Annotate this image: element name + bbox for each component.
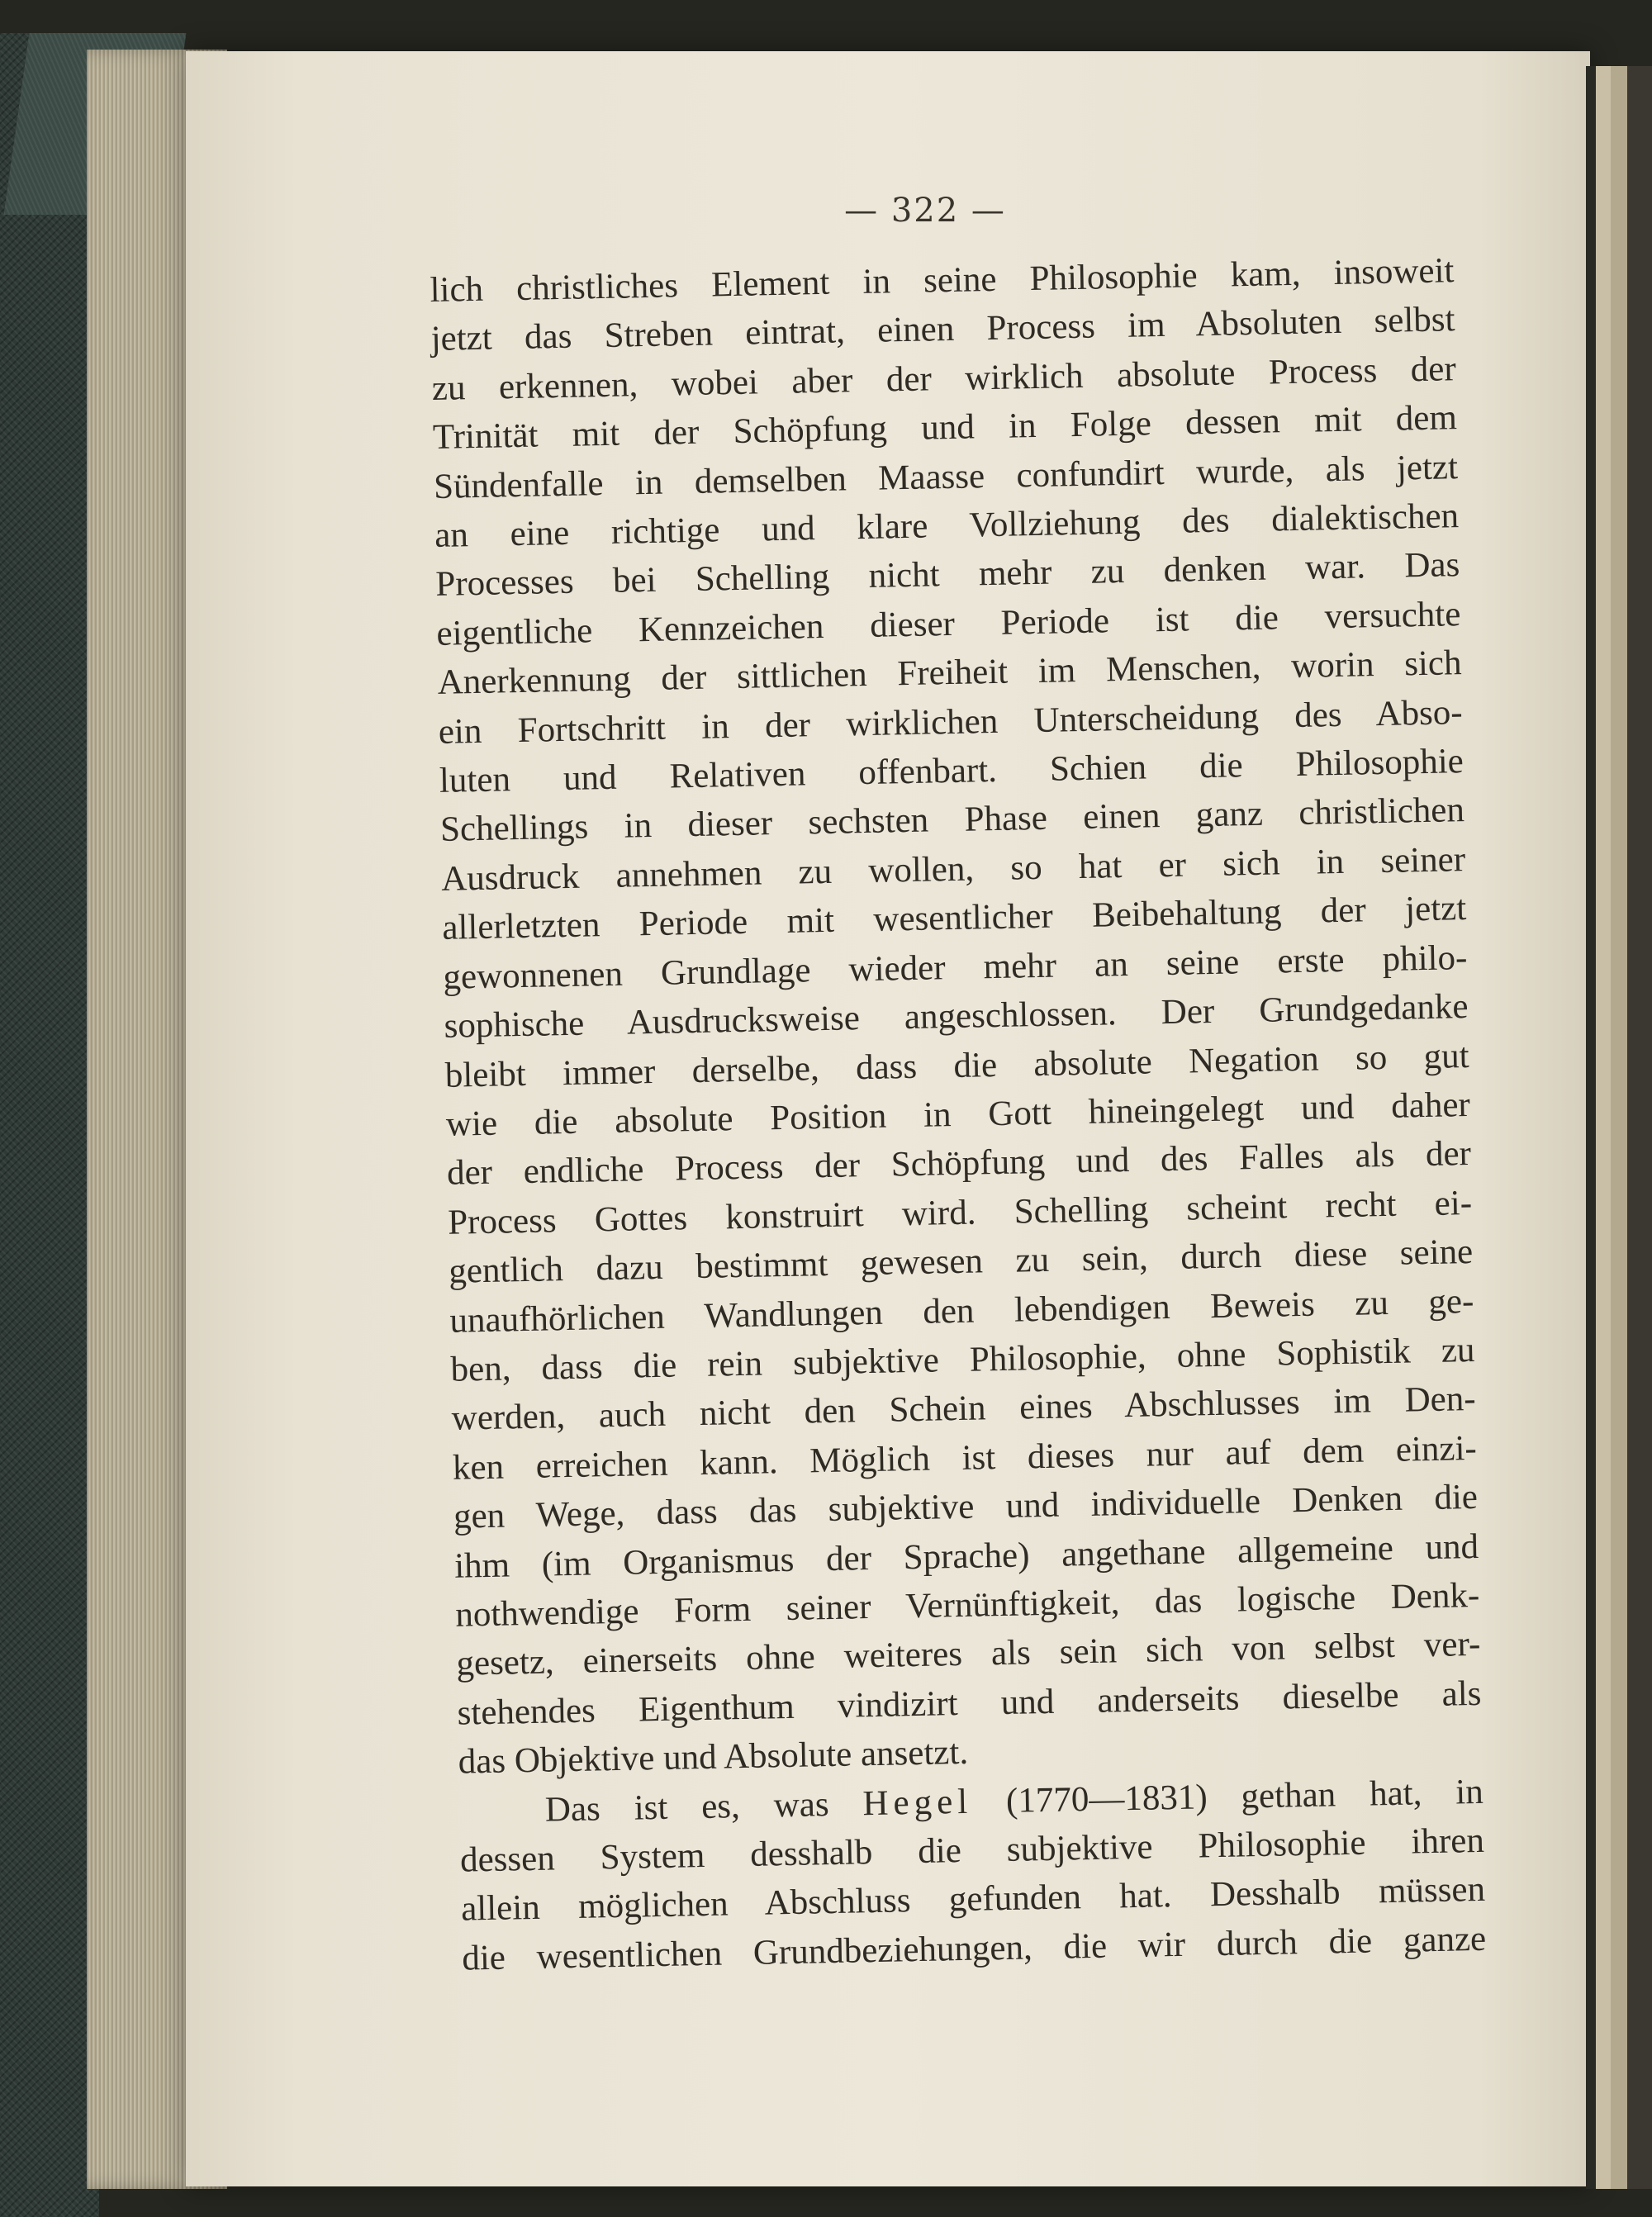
- text-line: bleibt immer derselbe, dass die absolute Negation so gut: [444, 1036, 1470, 1095]
- text-line: Schellings in dieser sechsten Phase einen ganz christlichen: [439, 790, 1465, 850]
- page-body: [430, 246, 1487, 1983]
- text-line: unaufhörlichen Wandlungen den lebendigen Beweis zu ge-: [449, 1281, 1474, 1341]
- text-line: zu erkennen, wobei aber der wirklich absolute Process der: [431, 349, 1457, 408]
- text-line: Processes bei Schelling nicht mehr zu denken war. Das: [434, 545, 1460, 605]
- text-line: sophische Ausdrucksweise angeschlossen. Der Grundgedanke: [444, 987, 1469, 1046]
- page-number: — 322 —: [844, 192, 1006, 230]
- text-line: Das ist es, was Hegel (1770—1831) gethan hat, in: [544, 1772, 1484, 1830]
- text-line: ben, dass die rein subjektive Philosophie, ohne Sophistik zu: [450, 1330, 1475, 1389]
- text-line: Ausdruck annehmen zu wollen, so hat er sich in seiner: [440, 839, 1466, 899]
- text-line: jetzt das Streben eintrat, einen Process im Absoluten selbst: [430, 300, 1455, 359]
- text-line: werden, auch nicht den Schein eines Abschlusses im Den-: [451, 1379, 1477, 1439]
- text-line: stehendes Eigenthum vindizirt und anderseits dieselbe als: [457, 1673, 1482, 1733]
- text-line: ken erreichen kann. Möglich ist dieses nur auf dem einzi-: [452, 1428, 1478, 1488]
- facing-page-edge: [1586, 66, 1652, 2189]
- hegel-name: Hegel: [862, 1782, 973, 1823]
- text-line: eigentliche Kennzeichen dieser Periode ist die versuchte: [436, 594, 1461, 653]
- text-line: dessen System desshalb die subjektive Philosophie ihren: [459, 1821, 1485, 1880]
- text-line: Process Gottes konstruirt wird. Schelling scheint recht ei-: [447, 1183, 1473, 1242]
- text-line: Sündenfalle in demselben Maasse confundirt wurde, als jetzt: [433, 447, 1459, 506]
- text-line: allerletzten Periode mit wesentlicher Beibehaltung der jetzt: [441, 889, 1467, 948]
- text-line: lich christliches Element in seine Philosophie kam, insoweit: [430, 251, 1455, 310]
- text-line: luten und Relativen offenbart. Schien die Philosophie: [439, 742, 1464, 800]
- text-line: gesetz, einerseits ohne weiteres als sein sich von selbst ver-: [456, 1625, 1481, 1684]
- text-line: Trinität mit der Schöpfung und in Folge dessen mit dem: [432, 398, 1458, 458]
- text-line: gen Wege, dass das subjektive und individuelle Denken die: [453, 1478, 1479, 1536]
- text-line: allein möglichen Abschluss gefunden hat. Desshalb müssen: [460, 1870, 1486, 1930]
- text-line: Anerkennung der sittlichen Freiheit im Menschen, worin sich: [437, 643, 1462, 703]
- text-line: an eine richtige und klare Vollziehung des dialektischen: [434, 496, 1460, 555]
- book-cover: [0, 33, 99, 2217]
- text-line: der endliche Process der Schöpfung und des Falles als der: [446, 1134, 1472, 1194]
- text-line: gewonnenen Grundlage wieder mehr an seine erste philo-: [443, 938, 1468, 997]
- text-line: ein Fortschritt in der wirklichen Unterscheidung des Abso-: [438, 692, 1464, 752]
- text-line: das Objektive und Absolute ansetzt.: [458, 1733, 969, 1782]
- paragraph-1: [430, 246, 1483, 1787]
- text-line: ihm (im Organismus der Sprache) angethane allgemeine und: [453, 1526, 1479, 1586]
- text-line: wie die absolute Position in Gott hineingelegt und daher: [445, 1085, 1471, 1144]
- text-line: die wesentlichen Grundbeziehungen, die wir durch die ganze: [461, 1919, 1487, 1978]
- text-line: nothwendige Form seiner Vernünftigkeit, das logische Denk-: [454, 1575, 1480, 1635]
- text-line: gentlich dazu bestimmt gewesen zu sein, durch diese seine: [448, 1232, 1474, 1291]
- paragraph-2: [458, 1767, 1486, 1982]
